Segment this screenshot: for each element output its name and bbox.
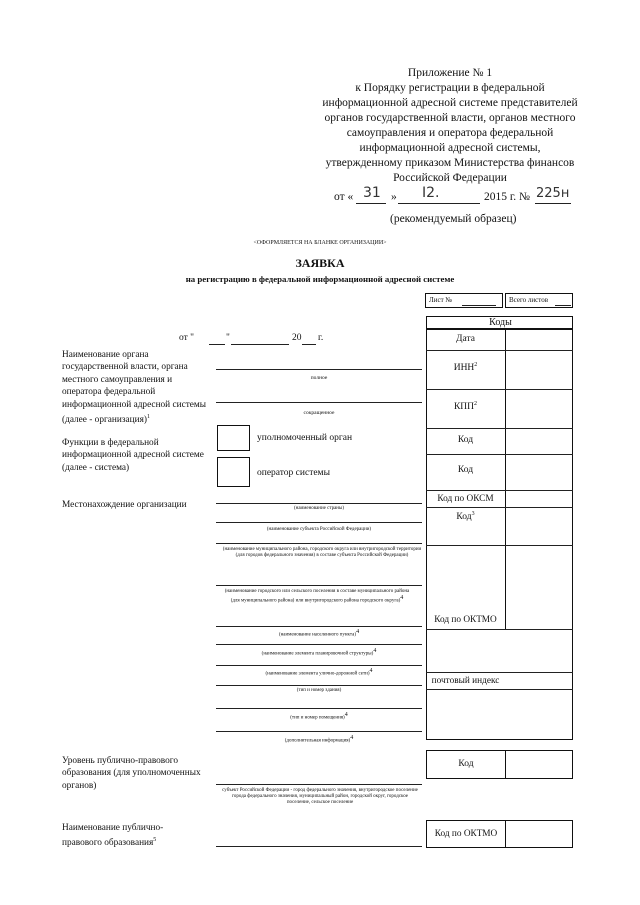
room-sup: 4 <box>344 712 348 718</box>
country-caption: (наименование страны) <box>293 506 344 511</box>
entity-code-box <box>426 820 573 848</box>
settlement-sup: 4 <box>400 595 404 601</box>
organization-label-text: Наименование органа государственной власти, органа местного самоуправления и оператора федеральной информационной адресной системы (далее - организация) <box>62 350 207 426</box>
entity-oktmo-label: Код по ОКТМО <box>434 829 498 839</box>
form-title: ЗАЯВКА <box>295 256 345 270</box>
postal-cell: почтовый индекс <box>431 676 500 686</box>
oktmo-cell: Код по ОКТМО <box>434 615 497 625</box>
header-line: Российской Федерации <box>393 172 507 184</box>
function-code-1: Код <box>457 435 474 445</box>
codes-header <box>426 316 573 329</box>
subject-caption: (наименование субъекта Российской Федерации) <box>266 527 372 532</box>
authorized-body-checkbox[interactable] <box>217 425 250 451</box>
header-line: Приложение № 1 <box>407 67 493 79</box>
planning-sup: 4 <box>373 648 377 654</box>
room-caption-text: (тип и номер помещения) <box>290 715 345 721</box>
sheets-total-label: Всего листов <box>509 296 549 304</box>
date-from: от « <box>334 191 354 203</box>
organization-label <box>62 349 212 427</box>
settlement-caption <box>222 589 412 605</box>
kpp-label: КПП <box>453 402 475 413</box>
authorized-body-label: уполномоченный орган <box>257 433 353 443</box>
kpp-sup: 2 <box>474 401 478 407</box>
inn-cell <box>426 362 505 373</box>
extra-caption <box>216 735 422 745</box>
locality-caption <box>216 629 422 639</box>
header-line: информационной адресной системы, <box>359 142 541 154</box>
sheet-number-label: Лист № <box>429 296 453 304</box>
short-name-caption: сокращенное <box>303 410 335 416</box>
location-label: Местонахождение организации <box>62 500 187 510</box>
kod3-label: Код <box>456 512 472 523</box>
blank-note: <ОФОРМЛЯЕТСЯ НА БЛАНКЕ ОРГАНИЗАЦИИ> <box>253 240 387 246</box>
kpp-cell <box>426 401 505 412</box>
sheet-number-box <box>425 293 503 308</box>
inn-sup: 2 <box>474 362 478 368</box>
date-day: 31 <box>363 185 381 201</box>
header-line: утвержденному приказом Министерства финансов <box>325 157 575 169</box>
date-cell: Дата <box>456 334 475 344</box>
function-code-2: Код <box>457 465 474 475</box>
extra-sup: 4 <box>350 735 354 741</box>
locality-sup: 4 <box>356 629 360 635</box>
municipal-caption: (наименование муниципального района, городского округа или внутригородской территории (для городов федерального значения) в составе субъекта Российской Федерации) <box>222 547 422 558</box>
entity-sup: 5 <box>153 837 157 844</box>
level-caption: субъект Российской Федерации - город федерального значения, внутригородское поселение города федерального значения, муниципальный район, городской округ, городское поселение, сельское поселение <box>222 788 418 805</box>
building-caption: (тип и номер здания) <box>296 688 342 693</box>
organization-sup: 1 <box>146 414 150 421</box>
header-line: к Порядку регистрации в федеральной <box>355 82 545 94</box>
sample-note: (рекомендуемый образец) <box>390 213 517 225</box>
locality-caption-text: (наименование населенного пункта) <box>278 632 357 638</box>
level-code-box <box>426 750 573 779</box>
extra-caption-text: (дополнительная информация) <box>284 738 351 744</box>
street-caption <box>216 668 422 678</box>
form-subtitle: на регистрацию в федеральной информационной адресной системе <box>185 274 455 284</box>
street-sup: 4 <box>369 668 373 674</box>
header-line: информационной адресной системе представителей <box>322 97 578 109</box>
room-caption <box>216 712 422 722</box>
app-date-year: 20 <box>292 333 302 343</box>
header-line: самоуправления и оператора федеральной <box>346 127 554 139</box>
date-mid: » <box>391 191 397 203</box>
kod3-sup: 3 <box>471 511 475 517</box>
date-month: I2. <box>422 185 440 201</box>
full-name-caption: полное <box>310 375 328 381</box>
date-year: 2015 г. № <box>484 191 531 203</box>
planning-caption <box>216 648 422 658</box>
oksm-cell: Код по ОКСМ <box>437 494 494 504</box>
app-date-from: от " <box>179 333 195 343</box>
system-operator-label: оператор системы <box>257 468 330 478</box>
kod3-cell <box>426 511 505 522</box>
entity-label-text: Наименование публично-правового образования <box>62 823 164 849</box>
app-date-g: г. <box>318 333 324 343</box>
level-code-label: Код <box>458 759 474 769</box>
inn-label: ИНН <box>453 363 475 374</box>
functions-label: Функции в федеральной информационной адресной системе (далее - система) <box>62 438 204 473</box>
app-date-q: " <box>226 333 230 343</box>
planning-caption-text: (наименование элемента планировочной структуры) <box>261 651 374 657</box>
system-operator-checkbox[interactable] <box>217 457 250 487</box>
header-line: органов государственной власти, органов местного <box>324 112 576 124</box>
level-label: Уровень публично-правового образования (для уполномоченных органов) <box>62 756 201 791</box>
street-caption-text: (наименование элемента улично-дорожной сети) <box>265 671 370 677</box>
codes-label: Коды <box>489 317 512 328</box>
entity-label <box>62 822 202 850</box>
sheets-total-box <box>505 293 573 308</box>
settlement-caption-text: (наименование городского или сельского поселения в составе муниципального района (для муниципального района) или внутригородского района городского округа) <box>224 589 410 604</box>
order-number: 225н <box>536 186 570 201</box>
